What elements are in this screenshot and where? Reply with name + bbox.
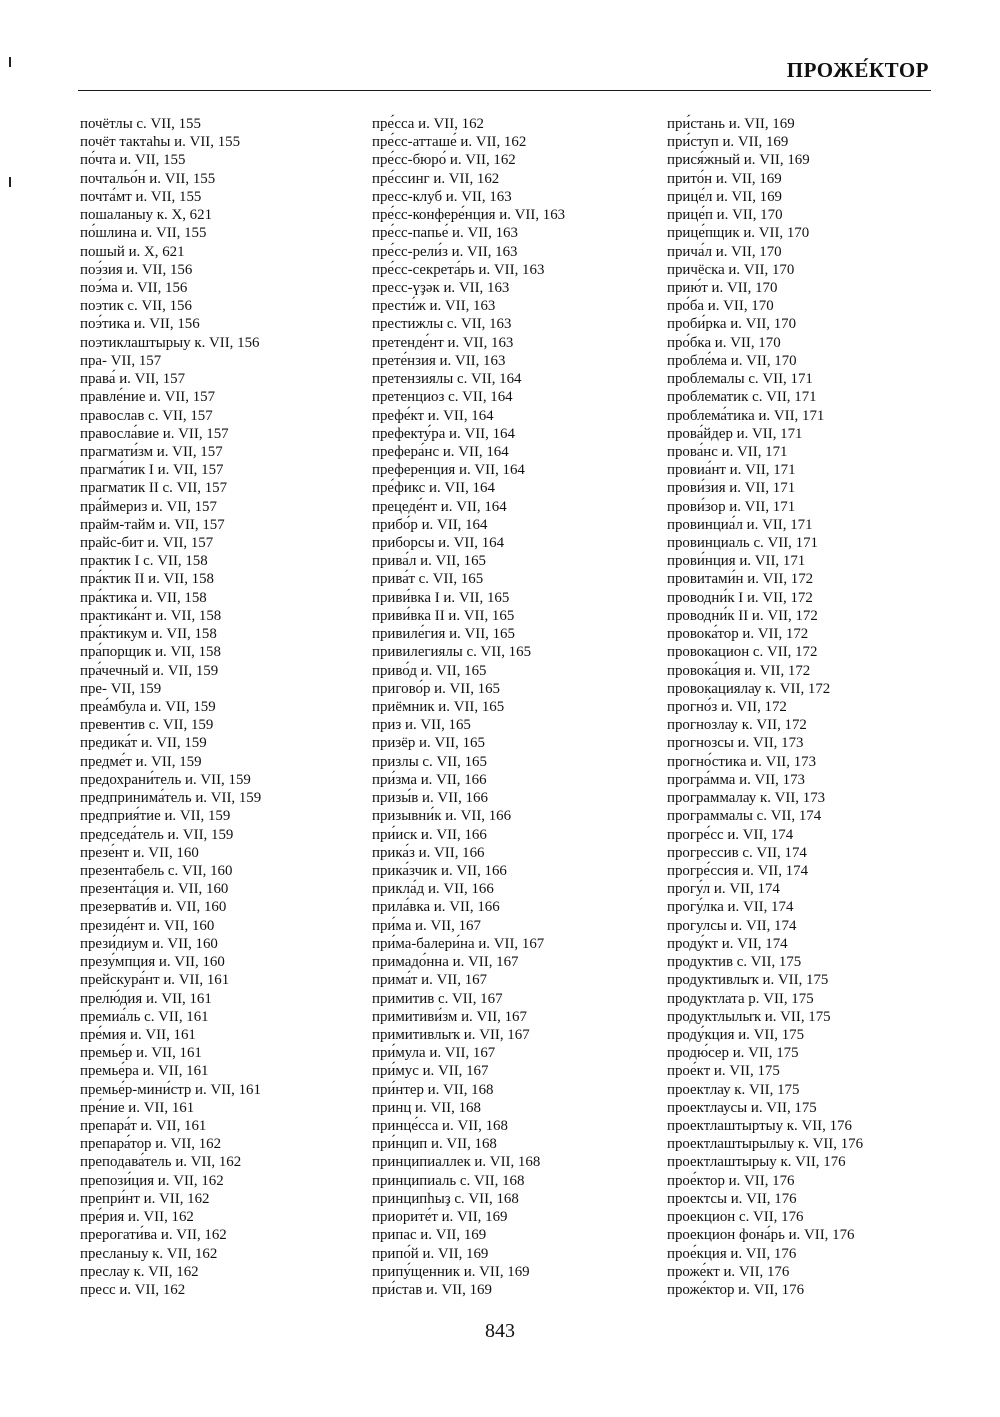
index-entry: прайс-бит и. VII, 157: [80, 535, 214, 552]
index-entry: превентив с. VII, 159: [80, 717, 214, 734]
index-entry: прогрессив с. VII, 174: [667, 844, 807, 861]
index-entry: презу́мпция и. VII, 160: [80, 954, 225, 971]
index-entry: прогно́стика и. VII, 173: [667, 753, 817, 770]
index-entry: преа́мбула и. VII, 159: [80, 699, 216, 715]
index-entry: пре́сс-бюро́ и. VII, 162: [372, 152, 516, 169]
index-entry: прести́ж и. VII, 163: [372, 298, 496, 315]
index-entry: поэ́ма и. VII, 156: [80, 279, 188, 296]
index-entry: предпринима́тель и. VII, 159: [80, 790, 262, 807]
index-entry: прое́кт и. VII, 175: [667, 1063, 780, 1080]
index-entry: православ с. VII, 157: [80, 407, 213, 424]
index-entry: причёска и. VII, 170: [667, 261, 795, 278]
index-entry: прибо́р и. VII, 164: [372, 516, 488, 533]
dictionary-column-3: [667, 115, 863, 1299]
index-entry: призывни́к и. VII, 166: [372, 808, 512, 825]
index-entry: префекту́ра и. VII, 164: [372, 425, 515, 442]
index-entry: прези́диум и. VII, 160: [80, 935, 218, 952]
index-entry: предме́т и. VII, 159: [80, 753, 202, 770]
index-entry: провокацион с. VII, 172: [667, 644, 818, 661]
index-entry: пре́ние и. VII, 161: [80, 1099, 195, 1116]
index-entry: при́ма-балери́на и. VII, 167: [372, 935, 545, 952]
index-entry: провока́ция и. VII, 172: [667, 662, 811, 679]
index-entry: принц и. VII, 168: [372, 1099, 481, 1116]
index-entry: пре́сс-рели́з и. VII, 163: [372, 243, 518, 260]
page-title: ПРОЖЕ́КТОР: [786, 58, 929, 82]
index-entry: приёмник и. VII, 165: [372, 699, 505, 715]
index-entry: примадо́нна и. VII, 167: [372, 954, 519, 971]
index-entry: прива́л и. VII, 165: [372, 553, 486, 570]
index-entry: презервати́в и. VII, 160: [80, 899, 227, 916]
index-entry: проектлаштырылыу к. VII, 176: [667, 1136, 864, 1153]
index-entry: проводни́к II и. VII, 172: [667, 607, 818, 624]
index-entry: пре́фикс и. VII, 164: [372, 480, 495, 497]
index-entry: прикла́д и. VII, 166: [372, 881, 494, 898]
index-entry: призёр и. VII, 165: [372, 735, 485, 752]
index-entry: при́мус и. VII, 167: [372, 1063, 489, 1080]
index-entry: проблема́тика и. VII, 171: [667, 407, 825, 424]
index-entry: пре́ссинг и. VII, 162: [372, 170, 500, 187]
index-entry: прице́л и. VII, 169: [667, 188, 782, 205]
index-entry: приборсы и. VII, 164: [372, 535, 505, 552]
index-entry: прова́йдер и. VII, 171: [667, 425, 803, 442]
index-entry: приви́вка I и. VII, 165: [372, 589, 510, 606]
index-entry: прогре́ссия и. VII, 174: [667, 862, 809, 879]
index-entry: прогулсы и. VII, 174: [667, 917, 797, 934]
index-entry: прика́зчик и. VII, 166: [372, 862, 507, 879]
index-entry: пошаланыу к. X, 621: [80, 207, 213, 224]
index-entry: президе́нт и. VII, 160: [80, 917, 215, 934]
index-entry: почтальо́н и. VII, 155: [80, 170, 216, 187]
index-entry: председа́тель и. VII, 159: [80, 826, 234, 843]
index-entry: проду́кция и. VII, 175: [667, 1026, 805, 1043]
index-entry: прито́н и. VII, 169: [667, 170, 782, 187]
index-entry: прелю́дия и. VII, 161: [80, 990, 212, 1007]
index-entry: префера́нс и. VII, 164: [372, 443, 509, 460]
index-entry: припас и. VII, 169: [372, 1227, 487, 1244]
index-entry: пресланыу к. VII, 162: [80, 1245, 218, 1262]
index-entry: провока́тор и. VII, 172: [667, 626, 809, 643]
index-entry: прова́нс и. VII, 171: [667, 443, 788, 460]
index-entry: преслау к. VII, 162: [80, 1263, 199, 1280]
index-entry: проводни́к I и. VII, 172: [667, 589, 813, 606]
index-entry: приорите́т и. VII, 169: [372, 1209, 508, 1226]
index-entry: прови́зор и. VII, 171: [667, 498, 796, 515]
index-entry: поэтиклаштырыу к. VII, 156: [80, 334, 260, 351]
index-entry: проектлау к. VII, 175: [667, 1081, 800, 1098]
index-entry: преподава́тель и. VII, 162: [80, 1154, 242, 1171]
index-entry: при́став и. VII, 169: [372, 1282, 492, 1298]
index-entry: при́мула и. VII, 167: [372, 1045, 496, 1062]
index-entry: прогре́сс и. VII, 174: [667, 826, 794, 843]
index-entry: препара́т и. VII, 161: [80, 1118, 207, 1135]
index-entry: примитиви́зм и. VII, 167: [372, 1008, 527, 1025]
index-entry: пра́чечный и. VII, 159: [80, 662, 219, 679]
index-entry: продуктив с. VII, 175: [667, 954, 802, 971]
index-entry: прива́т с. VII, 165: [372, 571, 484, 588]
index-entry: продуктлата р. VII, 175: [667, 990, 814, 1007]
index-entry: пробле́ма и. VII, 170: [667, 352, 797, 369]
index-entry: почётлы с. VII, 155: [80, 116, 201, 132]
index-entry: претензиялы с. VII, 164: [372, 371, 522, 388]
index-entry: предприя́тие и. VII, 159: [80, 808, 231, 825]
index-entry: проекцион с. VII, 176: [667, 1209, 804, 1226]
index-entry: проби́рка и. VII, 170: [667, 316, 797, 333]
index-entry: премье́ра и. VII, 161: [80, 1063, 209, 1080]
index-entry: презента́ция и. VII, 160: [80, 881, 229, 898]
index-entry: прице́п и. VII, 170: [667, 207, 783, 224]
index-entry: пошый и. X, 621: [80, 243, 185, 260]
index-entry: прагма́тик I и. VII, 157: [80, 462, 224, 479]
index-entry: пре́сс-папье́ и. VII, 163: [372, 225, 518, 242]
index-entry: почёт тактаhы и. VII, 155: [80, 134, 241, 151]
index-entry: прогу́лка и. VII, 174: [667, 899, 794, 916]
index-entry: проду́кт и. VII, 174: [667, 935, 788, 952]
index-entry: привиле́гия и. VII, 165: [372, 626, 515, 643]
index-entry: поэ́зия и. VII, 156: [80, 261, 193, 278]
index-entry: прила́вка и. VII, 166: [372, 899, 500, 916]
index-entry: препара́тор и. VII, 162: [80, 1136, 222, 1153]
index-entry: при́ступ и. VII, 169: [667, 134, 789, 151]
index-entry: привилегиялы с. VII, 165: [372, 644, 532, 661]
index-entry: проектлаштыртыу к. VII, 176: [667, 1118, 852, 1135]
index-entry: пре́рия и. VII, 162: [80, 1209, 194, 1226]
index-entry: прагмати́зм и. VII, 157: [80, 443, 223, 460]
index-entry: проекцион фона́рь и. VII, 176: [667, 1227, 855, 1244]
index-entry: при́нтер и. VII, 168: [372, 1081, 494, 1098]
index-entry: прете́нзия и. VII, 163: [372, 352, 506, 369]
index-entry: при́ма и. VII, 167: [372, 917, 481, 934]
index-entry: принципиаль с. VII, 168: [372, 1172, 525, 1189]
index-entry: пра́ктик II и. VII, 158: [80, 571, 215, 588]
index-entry: примитив с. VII, 167: [372, 990, 503, 1007]
index-entry: проже́ктор и. VII, 176: [667, 1282, 805, 1298]
index-entry: пре- VII, 159: [80, 680, 162, 697]
index-entry: прейскура́нт и. VII, 161: [80, 972, 230, 989]
index-entry: программалы с. VII, 174: [667, 808, 822, 825]
index-entry: по́чта и. VII, 155: [80, 152, 186, 169]
index-entry: правле́ние и. VII, 157: [80, 389, 216, 406]
index-entry: по́шлина и. VII, 155: [80, 225, 207, 242]
index-entry: принце́сса и. VII, 168: [372, 1118, 508, 1135]
index-entry: предика́т и. VII, 159: [80, 735, 207, 752]
index-entry: программалау к. VII, 173: [667, 790, 826, 807]
index-entry: поэтик с. VII, 156: [80, 298, 192, 315]
index-entry: провинциаль с. VII, 171: [667, 535, 818, 552]
margin-mark: [9, 57, 11, 67]
index-entry: приви́вка II и. VII, 165: [372, 607, 515, 624]
index-entry: приво́д и. VII, 165: [372, 662, 487, 679]
index-entry: пра́ктикум и. VII, 158: [80, 626, 217, 643]
index-entry: призлы с. VII, 165: [372, 753, 487, 770]
index-entry: принципиаллек и. VII, 168: [372, 1154, 541, 1171]
index-entry: премье́р-мини́стр и. VII, 161: [80, 1081, 261, 1098]
index-entry: програ́мма и. VII, 173: [667, 771, 805, 788]
margin-mark: [9, 177, 11, 187]
index-entry: продю́сер и. VII, 175: [667, 1045, 799, 1062]
index-entry: пригово́р и. VII, 165: [372, 680, 500, 697]
index-entry: префе́кт и. VII, 164: [372, 407, 494, 424]
index-entry: продуктлылыҡ и. VII, 175: [667, 1008, 831, 1025]
index-entry: проже́кт и. VII, 176: [667, 1263, 790, 1280]
index-entry: пра́ктика и. VII, 158: [80, 589, 207, 606]
index-entry: препри́нт и. VII, 162: [80, 1190, 210, 1207]
index-entry: провокациялау к. VII, 172: [667, 680, 831, 697]
dictionary-column-1: [80, 115, 261, 1299]
page-number: 843: [485, 1320, 515, 1342]
index-entry: провинциа́л и. VII, 171: [667, 516, 813, 533]
index-entry: проектлаштырыу к. VII, 176: [667, 1154, 846, 1171]
index-entry: прови́нция и. VII, 171: [667, 553, 806, 570]
index-entry: прецеде́нт и. VII, 164: [372, 498, 507, 515]
index-entry: практика́нт и. VII, 158: [80, 607, 222, 624]
index-entry: прице́пщик и. VII, 170: [667, 225, 810, 242]
index-entry: престижлы с. VII, 163: [372, 316, 512, 333]
index-entry: проектлаусы и. VII, 175: [667, 1099, 817, 1116]
index-entry: про́ба и. VII, 170: [667, 298, 774, 315]
index-entry: при́стань и. VII, 169: [667, 116, 795, 132]
index-entry: пресс-клуб и. VII, 163: [372, 188, 512, 205]
index-entry: права́ и. VII, 157: [80, 371, 186, 388]
index-entry: претенде́нт и. VII, 163: [372, 334, 514, 351]
index-entry: пра́порщик и. VII, 158: [80, 644, 221, 661]
index-entry: пре́сс-секрета́рь и. VII, 163: [372, 261, 545, 278]
index-entry: пресс-үҙәк и. VII, 163: [372, 279, 510, 296]
index-entry: припо́й и. VII, 169: [372, 1245, 489, 1262]
page-header: [78, 58, 931, 91]
index-entry: пре́сса и. VII, 162: [372, 116, 484, 132]
dictionary-column-2: [372, 115, 565, 1299]
index-entry: почта́мт и. VII, 155: [80, 188, 202, 205]
index-entry: прое́ктор и. VII, 176: [667, 1172, 795, 1189]
index-entry: препози́ция и. VII, 162: [80, 1172, 224, 1189]
index-entry: пре́мия и. VII, 161: [80, 1026, 196, 1043]
index-entry: прию́т и. VII, 170: [667, 279, 778, 296]
index-entry: при́нцип и. VII, 168: [372, 1136, 497, 1153]
index-entry: проектсы и. VII, 176: [667, 1190, 797, 1207]
index-entry: пра́ймериз и. VII, 157: [80, 498, 217, 515]
index-entry: пра- VII, 157: [80, 352, 162, 369]
index-entry: прогнозсы и. VII, 173: [667, 735, 804, 752]
index-entry: припу́щенник и. VII, 169: [372, 1263, 530, 1280]
index-entry: примитивлыҡ и. VII, 167: [372, 1026, 530, 1043]
index-entry: премиа́ль с. VII, 161: [80, 1008, 209, 1025]
index-entry: прое́кция и. VII, 176: [667, 1245, 797, 1262]
index-entry: проблемалы с. VII, 171: [667, 371, 813, 388]
index-entry: пресс и. VII, 162: [80, 1282, 186, 1298]
index-entry: провиа́нт и. VII, 171: [667, 462, 796, 479]
index-entry: предохрани́тель и. VII, 159: [80, 771, 251, 788]
index-entry: правосла́вие и. VII, 157: [80, 425, 229, 442]
index-entry: поэ́тика и. VII, 156: [80, 316, 200, 333]
index-entry: провитами́н и. VII, 172: [667, 571, 814, 588]
index-entry: премье́р и. VII, 161: [80, 1045, 202, 1062]
index-entry: прови́зия и. VII, 171: [667, 480, 796, 497]
index-entry: продуктивлыҡ и. VII, 175: [667, 972, 829, 989]
index-entry: призы́в и. VII, 166: [372, 790, 488, 807]
index-entry: прогнозлау к. VII, 172: [667, 717, 807, 734]
index-entry: презе́нт и. VII, 160: [80, 844, 199, 861]
index-entry: прерогати́ва и. VII, 162: [80, 1227, 227, 1244]
index-entry: прича́л и. VII, 170: [667, 243, 782, 260]
index-entry: прика́з и. VII, 166: [372, 844, 485, 861]
index-entry: прима́т и. VII, 167: [372, 972, 488, 989]
index-entry: приз и. VII, 165: [372, 717, 471, 734]
index-entry: прагматик II с. VII, 157: [80, 480, 228, 497]
index-entry: преференция и. VII, 164: [372, 462, 525, 479]
index-entry: претенциоз с. VII, 164: [372, 389, 513, 406]
index-entry: презентабель с. VII, 160: [80, 862, 233, 879]
index-entry: прогу́л и. VII, 174: [667, 881, 780, 898]
index-entry: при́зма и. VII, 166: [372, 771, 487, 788]
index-entry: про́бка и. VII, 170: [667, 334, 781, 351]
index-entry: практик I с. VII, 158: [80, 553, 208, 570]
index-entry: пре́сс-атташе́ и. VII, 162: [372, 134, 527, 151]
index-entry: прися́жный и. VII, 169: [667, 152, 810, 169]
index-entry: пре́сс-конфере́нция и. VII, 163: [372, 207, 566, 224]
index-entry: прогно́з и. VII, 172: [667, 699, 787, 715]
index-entry: проблематик с. VII, 171: [667, 389, 817, 406]
index-entry: прайм-тайм и. VII, 157: [80, 516, 225, 533]
index-entry: при́иск и. VII, 166: [372, 826, 487, 843]
index-entry: принципһыҙ с. VII, 168: [372, 1190, 519, 1207]
